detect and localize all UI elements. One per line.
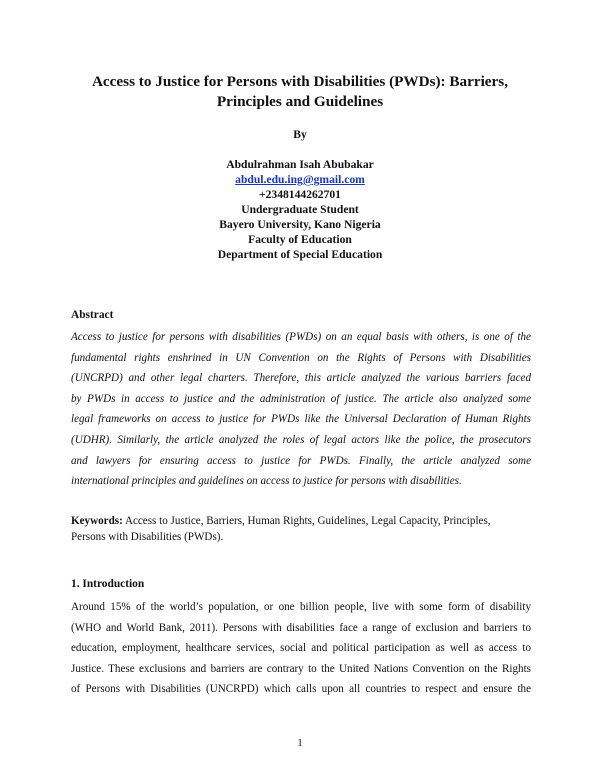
title-line-1: Access to Justice for Persons with Disabilities (PWDs): Barriers, (91, 73, 509, 90)
abstract-line: fundamental rights enshrined in UN Convention on the Rights of Persons with Disabilities (71, 351, 531, 364)
abstract-line: legal frameworks on access to justice for PWDs like the Universal Declaration of Human Rights (71, 413, 531, 426)
author-email-link[interactable]: abdul.edu.ing@gmail.com (235, 173, 365, 186)
abstract-line: Access to justice for persons with disabilities (PWDs) on an equal basis with others, is one of the (71, 331, 531, 343)
abstract-line: (UNCRPD) and other legal charters. Therefore, this article analyzed the various barriers faced (71, 372, 531, 385)
author-status: Undergraduate Student (241, 203, 359, 216)
author-phone: +2348144262701 (259, 188, 341, 201)
keywords-line-2: Persons with Disabilities (PWDs). (71, 531, 224, 543)
keywords-label: Keywords: (71, 515, 123, 527)
author-name: Abdulrahman Isah Abubakar (226, 158, 374, 171)
body-line: of Persons with Disabilities (UNCRPD) which calls upon all countries to respect and ensure the (71, 683, 531, 695)
keywords-line-1 (71, 513, 531, 529)
by-label: By (293, 128, 307, 141)
author-faculty: Faculty of Education (248, 233, 352, 246)
page-number: 1 (297, 737, 303, 749)
introduction-heading: 1. Introduction (71, 578, 145, 590)
abstract-body (71, 327, 531, 492)
body-line: Justice. These exclusions and barriers are contrary to the United Nations Convention on the Rights (71, 662, 531, 675)
author-university: Bayero University, Kano Nigeria (219, 218, 381, 231)
title-line-2: Principles and Guidelines (216, 93, 384, 110)
body-line: Around 15% of the world’s population, or one billion people, live with some form of disability (71, 601, 531, 613)
abstract-heading: Abstract (71, 309, 114, 321)
keywords-block (71, 513, 531, 545)
author-block (60, 157, 540, 262)
abstract-line: (UDHR). Similarly, the article analyzed the roles of legal actors like the police, the prosecutors (71, 433, 531, 446)
abstract-line: by PWDs in access to justice and the administration of justice. The article also analyzed some (71, 392, 531, 405)
body-line: (WHO and World Bank, 2011). Persons with disabilities face a range of exclusion and barriers to (71, 621, 531, 634)
body-line: education, employment, healthcare services, social and political participation as well as access to (71, 642, 531, 654)
paper-title (60, 72, 540, 112)
abstract-line: international principles and guidelines on access to justice for persons with disabilities. (71, 475, 462, 488)
abstract-line: and lawyers for ensuring access to justice for PWDs. Finally, the article analyzed some (71, 454, 531, 467)
author-department: Department of Special Education (217, 248, 383, 261)
introduction-body (71, 597, 531, 700)
keywords-text: Access to Justice, Barriers, Human Rights, Guidelines, Legal Capacity, Principles, (124, 515, 491, 527)
